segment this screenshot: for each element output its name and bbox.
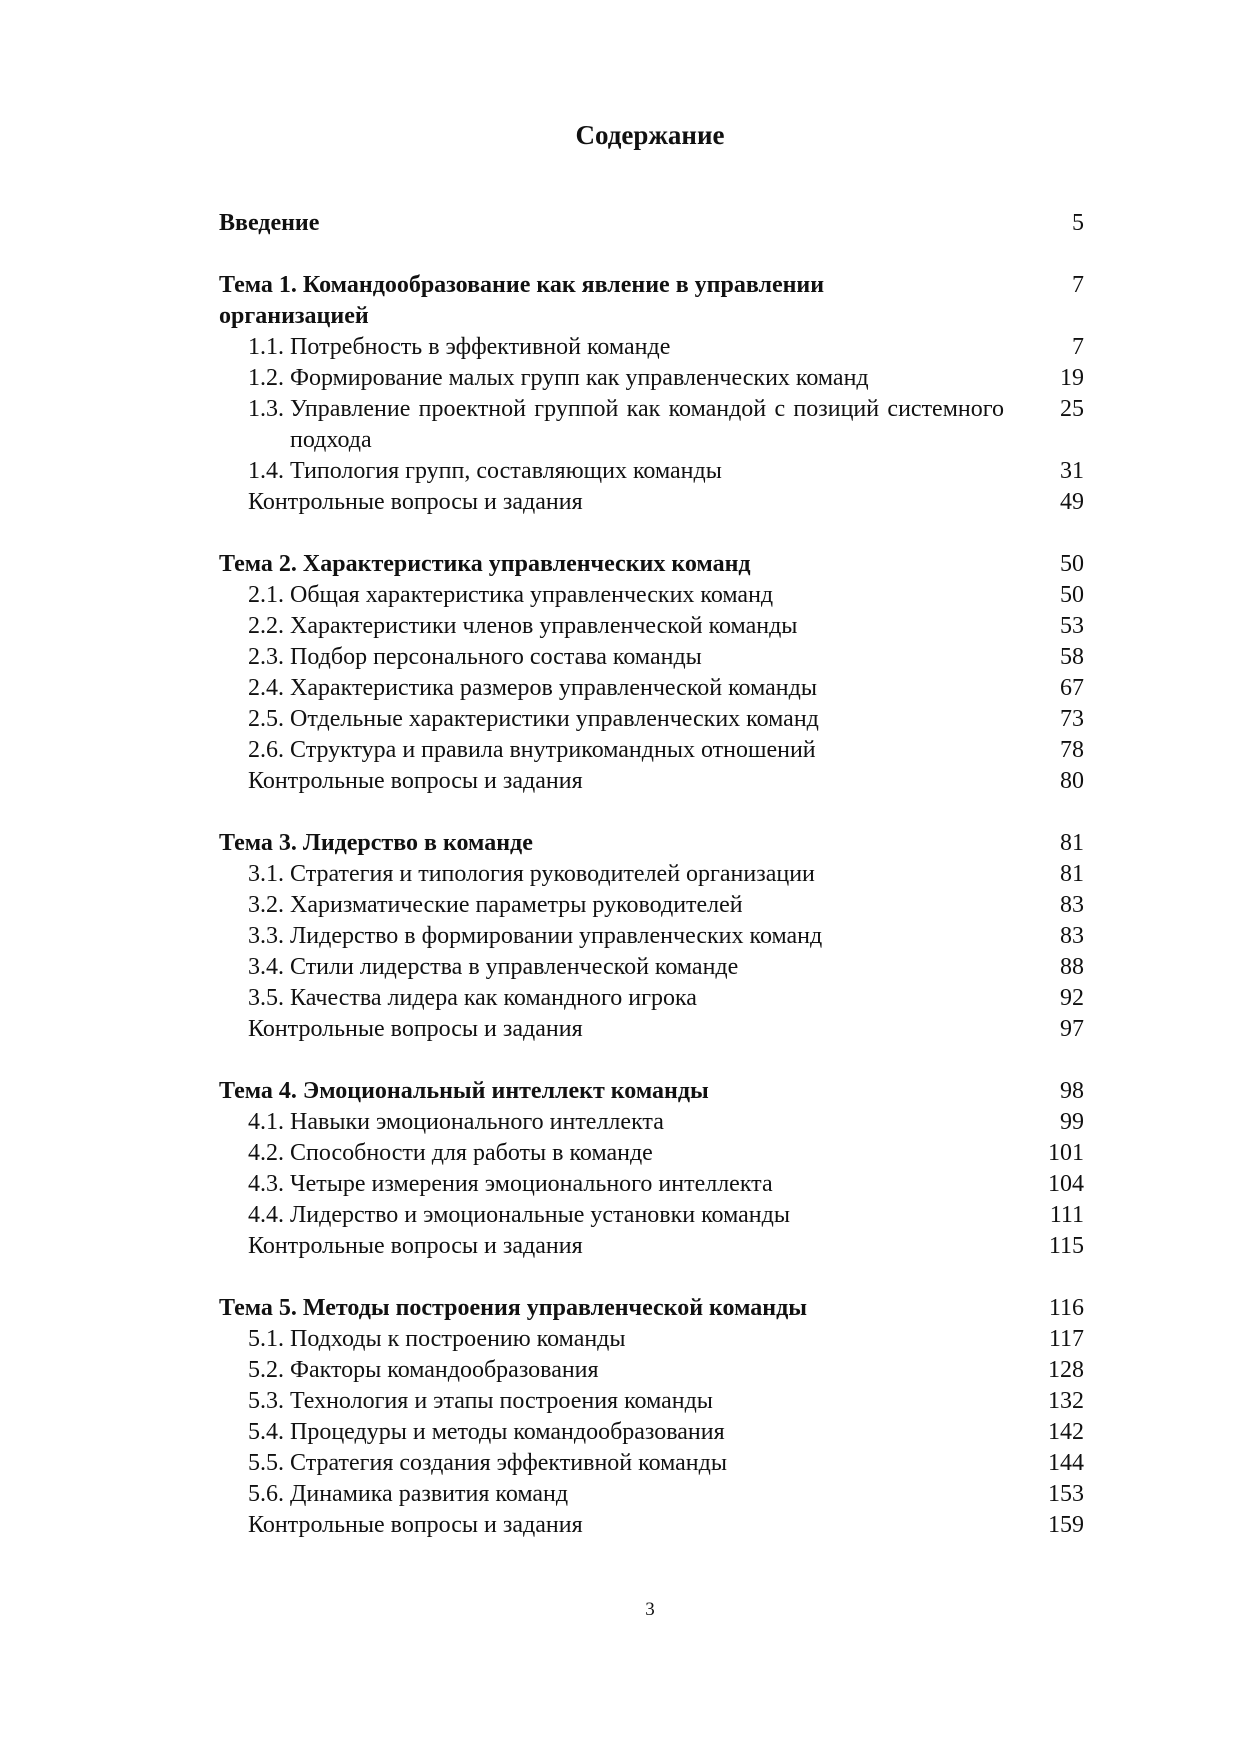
toc-subentry-code: 1.3. [248, 396, 284, 422]
toc-topic-block [219, 1293, 1084, 1541]
toc-page-number: 83 [1060, 892, 1084, 918]
toc-topic-block [219, 1076, 1084, 1262]
toc-subentry-code: 2.1. [248, 582, 284, 608]
toc-subentry-code: 2.5. [248, 706, 284, 732]
toc-subentry-code: 4.1. [248, 1109, 284, 1135]
toc-page-number: 111 [1049, 1202, 1084, 1228]
toc-subentry-label [219, 1417, 1004, 1448]
toc-heading-label: Тема 3. Лидерство в команде [219, 830, 533, 856]
toc-page-number: 99 [1060, 1109, 1084, 1135]
toc-subentry[interactable] [219, 1138, 1084, 1169]
toc-subentry-code: 3.3. [248, 923, 284, 949]
toc-subentry-label [219, 983, 1004, 1014]
toc-subentry-code: 4.4. [248, 1202, 284, 1228]
toc-subentry[interactable] [219, 580, 1084, 611]
toc-subentry[interactable] [219, 394, 1084, 456]
toc-subentry-code: 1.4. [248, 458, 284, 484]
toc-subentry[interactable] [219, 890, 1084, 921]
toc-subentry-text: Управление проектной группой как командой с позиций системного подхода [290, 396, 1004, 453]
toc-subentry-label [219, 580, 1004, 611]
toc-subentry-label [219, 1200, 1004, 1231]
toc-subentry-label [219, 859, 1004, 890]
toc-topic-heading[interactable] [219, 270, 1084, 332]
toc-subentry-label [219, 704, 1004, 735]
toc-subentry[interactable] [219, 332, 1084, 363]
toc-entry-intro[interactable] [219, 208, 1084, 239]
toc-subentry-text: Лидерство в формировании управленческих команд [290, 923, 823, 949]
toc-subentry-label [219, 1324, 1004, 1355]
toc-page-number: 142 [1048, 1419, 1084, 1445]
toc-page-number: 98 [1060, 1078, 1084, 1104]
toc-subentry-label [219, 1479, 1004, 1510]
toc-page-number: 88 [1060, 954, 1084, 980]
toc-subentry-text: Стили лидерства в управленческой команде [290, 954, 739, 980]
toc-topic-block [219, 549, 1084, 797]
toc-subentry-text: Контрольные вопросы и задания [248, 1016, 583, 1042]
toc-subentry-label [219, 363, 1004, 394]
toc-subentry-text: Формирование малых групп как управленческих команд [290, 365, 869, 391]
toc-page-number: 117 [1048, 1326, 1084, 1352]
toc-subentry[interactable] [219, 704, 1084, 735]
toc-subentry-text: Контрольные вопросы и задания [248, 489, 583, 515]
toc-subentry-text: Способности для работы в команде [290, 1140, 653, 1166]
toc-subentry-code: 1.1. [248, 334, 284, 360]
toc-subentry[interactable] [219, 983, 1084, 1014]
toc-subentry-label [219, 1510, 1004, 1541]
toc-topic-heading[interactable] [219, 1293, 1084, 1324]
toc-subentry[interactable] [219, 1107, 1084, 1138]
toc-page-number: 92 [1060, 985, 1084, 1011]
toc-heading-label: Тема 5. Методы построения управленческой команды [219, 1295, 807, 1321]
toc-subentry[interactable] [219, 1355, 1084, 1386]
toc-heading-label: Тема 4. Эмоциональный интеллект команды [219, 1078, 709, 1104]
toc-subentry-text: Характеристика размеров управленческой команды [290, 675, 817, 701]
toc-subentry[interactable] [219, 921, 1084, 952]
toc-subentry-label [219, 611, 1004, 642]
toc-subentry-code: 5.4. [248, 1419, 284, 1445]
toc-subentry[interactable] [219, 363, 1084, 394]
toc-subentry-code: 3.1. [248, 861, 284, 887]
toc-topics [219, 270, 1084, 1541]
toc-subentry-text: Типология групп, составляющих команды [290, 458, 722, 484]
toc-subentry-text: Динамика развития команд [290, 1481, 569, 1507]
toc-subentry-text: Стратегия и типология руководителей организации [290, 861, 815, 887]
toc-subentry-label [219, 1386, 1004, 1417]
toc-subentry-label [219, 394, 1004, 456]
page-footer-number: 3 [645, 1599, 655, 1620]
toc-subentry[interactable] [219, 1231, 1084, 1262]
toc-heading-label: Введение [219, 210, 320, 236]
toc-page-number: 7 [1072, 272, 1084, 298]
toc-subentry[interactable] [219, 1510, 1084, 1541]
toc-page-number: 115 [1048, 1233, 1084, 1259]
toc-page-number: 73 [1060, 706, 1084, 732]
toc-subentry-code: 4.2. [248, 1140, 284, 1166]
toc-subentry-text: Навыки эмоционального интеллекта [290, 1109, 664, 1135]
toc-subentry[interactable] [219, 735, 1084, 766]
toc-subentry-text: Технология и этапы построения команды [290, 1388, 713, 1414]
toc-subentry-code: 5.5. [248, 1450, 284, 1476]
toc-subentry-text: Контрольные вопросы и задания [248, 768, 583, 794]
toc-subentry-label [219, 1014, 1004, 1045]
toc-subentry-code: 2.6. [248, 737, 284, 763]
toc-subentry-label [219, 952, 1004, 983]
toc-page-number: 7 [1072, 334, 1084, 360]
toc-subentry-text: Четыре измерения эмоционального интеллекта [290, 1171, 773, 1197]
toc-subentry-text: Лидерство и эмоциональные установки команды [290, 1202, 790, 1228]
toc-subentry-code: 2.3. [248, 644, 284, 670]
toc-subentry-text: Контрольные вопросы и задания [248, 1233, 583, 1259]
toc-subentry-text: Стратегия создания эффективной команды [290, 1450, 727, 1476]
toc-subentry-label [219, 890, 1004, 921]
toc-page-number: 50 [1060, 551, 1084, 577]
toc-subentry[interactable] [219, 456, 1084, 487]
toc-subentry[interactable] [219, 1200, 1084, 1231]
toc-page-number: 67 [1060, 675, 1084, 701]
toc-subentry-code: 2.2. [248, 613, 284, 639]
toc-page-number: 31 [1060, 458, 1084, 484]
toc-page-number: 19 [1060, 365, 1084, 391]
toc-subentry-label [219, 1169, 1004, 1200]
toc-page-number: 144 [1048, 1450, 1084, 1476]
toc-subentry-text: Общая характеристика управленческих команд [290, 582, 774, 608]
toc-subentry-label [219, 1231, 1004, 1262]
toc-subentry-code: 5.6. [248, 1481, 284, 1507]
toc-subentry-code: 2.4. [248, 675, 284, 701]
toc-topic-heading[interactable] [219, 549, 1084, 580]
toc-topic-block [219, 828, 1084, 1045]
toc-page-number: 97 [1060, 1016, 1084, 1042]
toc-page-number: 50 [1060, 582, 1084, 608]
toc-subentry[interactable] [219, 1324, 1084, 1355]
toc-subentry-label [219, 1138, 1004, 1169]
toc-subentry-code: 5.1. [248, 1326, 284, 1352]
toc-page-number: 49 [1060, 489, 1084, 515]
toc-page-number: 104 [1048, 1171, 1084, 1197]
toc-page-number: 81 [1060, 861, 1084, 887]
toc-subentry[interactable] [219, 1417, 1084, 1448]
toc-subentry-text: Структура и правила внутрикомандных отношений [290, 737, 816, 763]
toc-subentry[interactable] [219, 1169, 1084, 1200]
toc-page-number: 116 [1048, 1295, 1084, 1321]
toc-subentry-code: 3.4. [248, 954, 284, 980]
toc-subentry-text: Потребность в эффективной команде [290, 334, 671, 360]
toc-subentry-code: 1.2. [248, 365, 284, 391]
toc-page-number: 83 [1060, 923, 1084, 949]
toc-topic-heading[interactable] [219, 1076, 1084, 1107]
toc-subentry[interactable] [219, 1386, 1084, 1417]
toc-subentry-text: Отдельные характеристики управленческих команд [290, 706, 819, 732]
toc-page-number: 25 [1060, 396, 1084, 422]
toc-subentry-label [219, 456, 1004, 487]
toc-subentry[interactable] [219, 1479, 1084, 1510]
page-title: Содержание [575, 120, 725, 150]
toc-subentry[interactable] [219, 611, 1084, 642]
toc-intro [219, 208, 1084, 239]
toc-page-number: 101 [1048, 1140, 1084, 1166]
toc-subentry-label [219, 766, 1004, 797]
toc-heading-label: Тема 1. Командообразование как явление в управлении организацией [219, 272, 825, 329]
toc-subentry-text: Подбор персонального состава команды [290, 644, 702, 670]
toc-subentry-code: 5.3. [248, 1388, 284, 1414]
toc-page-number: 80 [1060, 768, 1084, 794]
toc-subentry-code: 5.2. [248, 1357, 284, 1383]
toc-subentry[interactable] [219, 859, 1084, 890]
toc-subentry-label [219, 1107, 1004, 1138]
toc-subentry-text: Процедуры и методы командообразования [290, 1419, 725, 1445]
toc-subentry-text: Подходы к построению команды [290, 1326, 626, 1352]
toc-page-number: 53 [1060, 613, 1084, 639]
toc-subentry[interactable] [219, 766, 1084, 797]
toc-subentry[interactable] [219, 673, 1084, 704]
toc-topic-block [219, 270, 1084, 518]
toc-subentry-label [219, 735, 1004, 766]
toc-topic-heading[interactable] [219, 828, 1084, 859]
toc-subentry-code: 3.2. [248, 892, 284, 918]
toc-page-number: 78 [1060, 737, 1084, 763]
toc-subentry-text: Контрольные вопросы и задания [248, 1512, 583, 1538]
toc-subentry-code: 3.5. [248, 985, 284, 1011]
toc-subentry-text: Факторы командообразования [290, 1357, 599, 1383]
toc-subentry-text: Характеристики членов управленческой команды [290, 613, 798, 639]
toc-page-number: 81 [1060, 830, 1084, 856]
toc-subentry[interactable] [219, 487, 1084, 518]
toc-page-number: 5 [1072, 210, 1084, 236]
toc-subentry[interactable] [219, 1014, 1084, 1045]
toc-subentry[interactable] [219, 1448, 1084, 1479]
toc-page-number: 58 [1060, 644, 1084, 670]
toc-page-number: 128 [1048, 1357, 1084, 1383]
toc-subentry-code: 4.3. [248, 1171, 284, 1197]
toc-subentry-label [219, 1355, 1004, 1386]
toc-subentry-label [219, 332, 1004, 363]
toc-subentry-label [219, 487, 1004, 518]
toc-page-number: 159 [1048, 1512, 1084, 1538]
toc-subentry-label [219, 1448, 1004, 1479]
toc-subentry[interactable] [219, 952, 1084, 983]
table-of-contents [219, 208, 1084, 1572]
toc-subentry-text: Харизматические параметры руководителей [290, 892, 743, 918]
toc-subentry-text: Качества лидера как командного игрока [290, 985, 697, 1011]
toc-heading-label: Тема 2. Характеристика управленческих команд [219, 551, 751, 577]
toc-page-number: 132 [1048, 1388, 1084, 1414]
toc-subentry-label [219, 642, 1004, 673]
toc-page-number: 153 [1048, 1481, 1084, 1507]
toc-subentry-label [219, 673, 1004, 704]
toc-subentry[interactable] [219, 642, 1084, 673]
toc-subentry-label [219, 921, 1004, 952]
